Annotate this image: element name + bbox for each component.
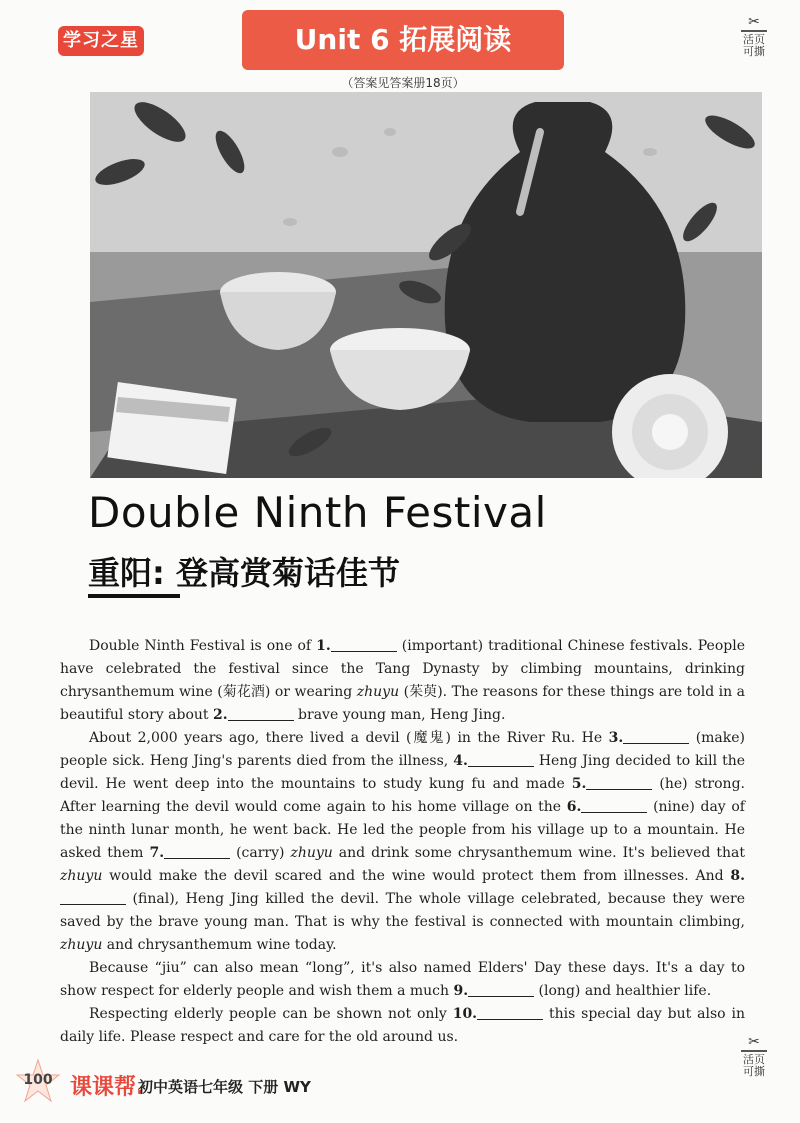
- tear-label: 活页可撕: [743, 1053, 765, 1078]
- blank-number: 8.: [730, 868, 745, 884]
- blank-number: 7.: [149, 845, 165, 861]
- passage-text: Heng Jing decided to kill the devil. He went deep into the mountains to study kung fu and made: [60, 753, 745, 792]
- blank-number: 2.: [212, 707, 228, 723]
- passage-text: (he) strong. After learning the devil would come again to his home village on the: [60, 776, 745, 815]
- answer-blank-4[interactable]: [468, 752, 534, 767]
- publisher-logo: 学习之星: [58, 26, 144, 56]
- reading-passage: [60, 635, 745, 1049]
- page-number: 100: [23, 1072, 53, 1088]
- answer-blank-3[interactable]: [623, 729, 689, 744]
- passage-text: and chrysanthemum wine today.: [102, 937, 337, 953]
- english-title: Double Ninth Festival: [88, 488, 547, 537]
- paragraph-4: [60, 1003, 745, 1049]
- italic-term: zhuyu: [60, 937, 103, 953]
- passage-text: (final), Heng Jing killed the devil. The whole village celebrated, because they were saved by the brave young man. That is why the festival is connected with mountain climbing,: [60, 891, 745, 930]
- scissors-icon: ✂: [748, 1034, 760, 1050]
- italic-term: zhuyu: [60, 868, 103, 884]
- passage-text: and drink some chrysanthemum wine. It's believed that: [332, 845, 745, 861]
- blank-number: 3.: [608, 730, 624, 746]
- passage-text: Respecting elderly people can be shown not only: [89, 1006, 453, 1022]
- answer-blank-9[interactable]: [468, 982, 534, 997]
- arrow-line: [741, 30, 767, 32]
- passage-text: would make the devil scared and the wine would protect them from illnesses. And: [102, 868, 731, 884]
- passage-text: (carry): [230, 845, 291, 861]
- passage-text: (茱萸). The reasons for these things are told in a beautiful story about: [60, 684, 745, 723]
- passage-text: (important) traditional Chinese festivals. People have celebrated the festival since the Tang Dynasty by climbing mountains, drinking chrysanthemum wine (菊花酒) or wearing: [60, 638, 745, 700]
- tear-off-marker-top: [740, 16, 768, 58]
- answer-blank-1[interactable]: [331, 637, 397, 652]
- paragraph-1: [60, 635, 745, 727]
- passage-text: this special day but also in daily life. Please respect and care for the old around us.: [60, 1006, 745, 1045]
- answer-blank-8[interactable]: [60, 890, 126, 905]
- blank-number: 6.: [566, 799, 582, 815]
- scissors-icon: ✂: [748, 14, 760, 30]
- blank-number: 5.: [571, 776, 587, 792]
- chinese-title: 重阳: 登高赏菊话佳节: [88, 554, 400, 592]
- arrow-line: [741, 1050, 767, 1052]
- passage-text: brave young man, Heng Jing.: [293, 707, 506, 723]
- passage-text: (long) and healthier life.: [534, 983, 712, 999]
- italic-term: zhuyu: [290, 845, 333, 861]
- blank-number: 4.: [453, 753, 468, 769]
- italic-term: zhuyu: [356, 684, 400, 700]
- brand-name: 课课帮.: [70, 1075, 145, 1100]
- unit-title-banner: Unit 6 拓展阅读: [242, 10, 564, 70]
- answer-blank-5[interactable]: [586, 775, 652, 790]
- passage-text: (make) people sick. Heng Jing's parents died from the illness,: [60, 730, 746, 769]
- tear-label: 活页可撕: [743, 33, 765, 58]
- title-underline: [88, 594, 180, 598]
- book-info: 初中英语七年级 下册 WY: [138, 1078, 311, 1096]
- passage-text: About 2,000 years ago, there lived a devil (魔鬼) in the River Ru. He: [89, 730, 609, 746]
- answer-blank-10[interactable]: [477, 1005, 543, 1020]
- festival-illustration: [90, 92, 762, 478]
- paragraph-2: [60, 727, 745, 957]
- passage-text: Because “jiu” can also mean “long”, it's also named Elders' Day these days. It's a day to show respect for elderly people and wish them a much: [60, 960, 745, 999]
- answer-blank-2[interactable]: [228, 706, 294, 721]
- paragraph-3: [60, 957, 745, 1003]
- passage-text: (nine) day of the ninth lunar month, he went back. He led the people from his village up to a mountain. He asked them: [60, 799, 745, 861]
- blank-number: 10.: [452, 1006, 478, 1022]
- answer-blank-7[interactable]: [164, 844, 230, 859]
- passage-text: Double Ninth Festival is one of: [89, 638, 312, 654]
- illustration-graphic: [90, 92, 762, 478]
- blank-number: 1.: [316, 638, 331, 654]
- answer-note: （答案见答案册18页）: [341, 76, 465, 90]
- answer-blank-6[interactable]: [581, 798, 647, 813]
- tear-off-marker-bottom: [740, 1036, 768, 1078]
- blank-number: 9.: [453, 983, 469, 999]
